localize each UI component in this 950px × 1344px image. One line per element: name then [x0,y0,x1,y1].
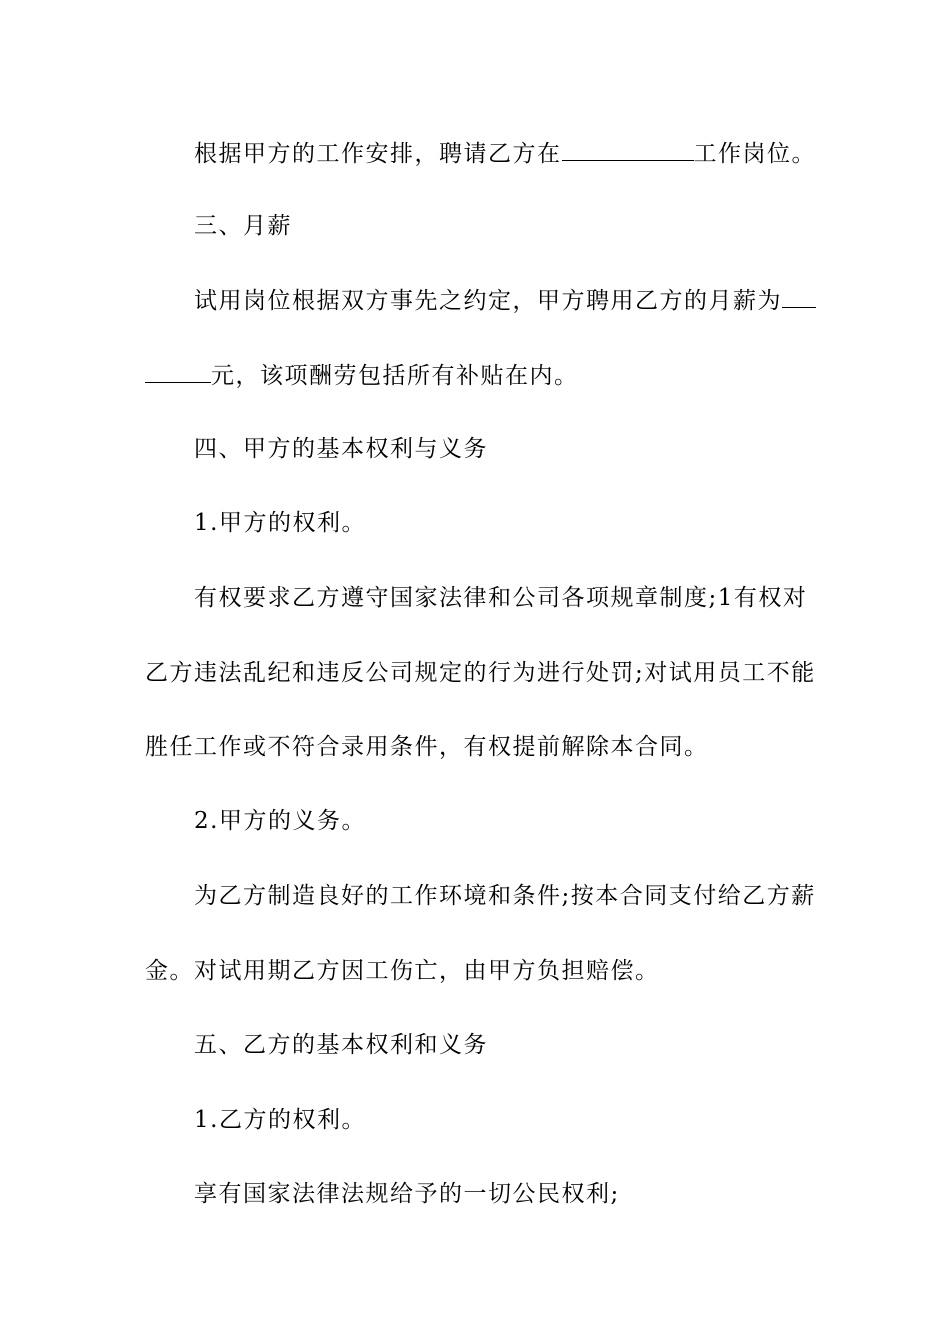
blank-salary-field-start [782,285,816,308]
section-heading-party-a: 四、甲方的基本权利与义务 [194,436,488,462]
paragraph-party-a-rights-3: 胜任工作或不符合录用条件，有权提前解除本合同。 [145,734,709,760]
paragraph-party-a-obligations-2: 金。对试用期乙方因工伤亡，由甲方负担赔偿。 [145,958,660,984]
section-heading-party-b: 五、乙方的基本权利和义务 [194,1032,488,1058]
section-heading-salary: 三、月薪 [194,213,292,239]
subheading-party-b-rights: 1.乙方的权利。 [194,1107,366,1133]
paragraph-party-a-rights-1: 有权要求乙方遵守国家法律和公司各项规章制度;1有权对 [194,585,808,611]
blank-position-field [562,138,694,161]
paragraph-job-position: 根据甲方的工作安排，聘请乙方在 工作岗位。 [0,138,950,168]
paragraph-salary-line-1: 试用岗位根据双方事先之约定，甲方聘用乙方的月薪为 [0,285,950,315]
paragraph-party-a-obligations-1: 为乙方制造良好的工作环境和条件;按本合同支付给乙方薪 [194,883,816,909]
paragraph-party-b-rights-1: 享有国家法律法规给予的一切公民权利; [194,1181,620,1207]
blank-salary-field-end [145,360,211,383]
subheading-party-a-rights: 1.甲方的权利。 [194,510,366,536]
paragraph-party-a-rights-2: 乙方违法乱纪和违反公司规定的行为进行处罚;对试用员工不能 [145,660,816,686]
subheading-party-a-obligations: 2.甲方的义务。 [194,808,366,834]
paragraph-salary-line-2: 元，该项酬劳包括所有补贴在内。 [0,360,950,390]
